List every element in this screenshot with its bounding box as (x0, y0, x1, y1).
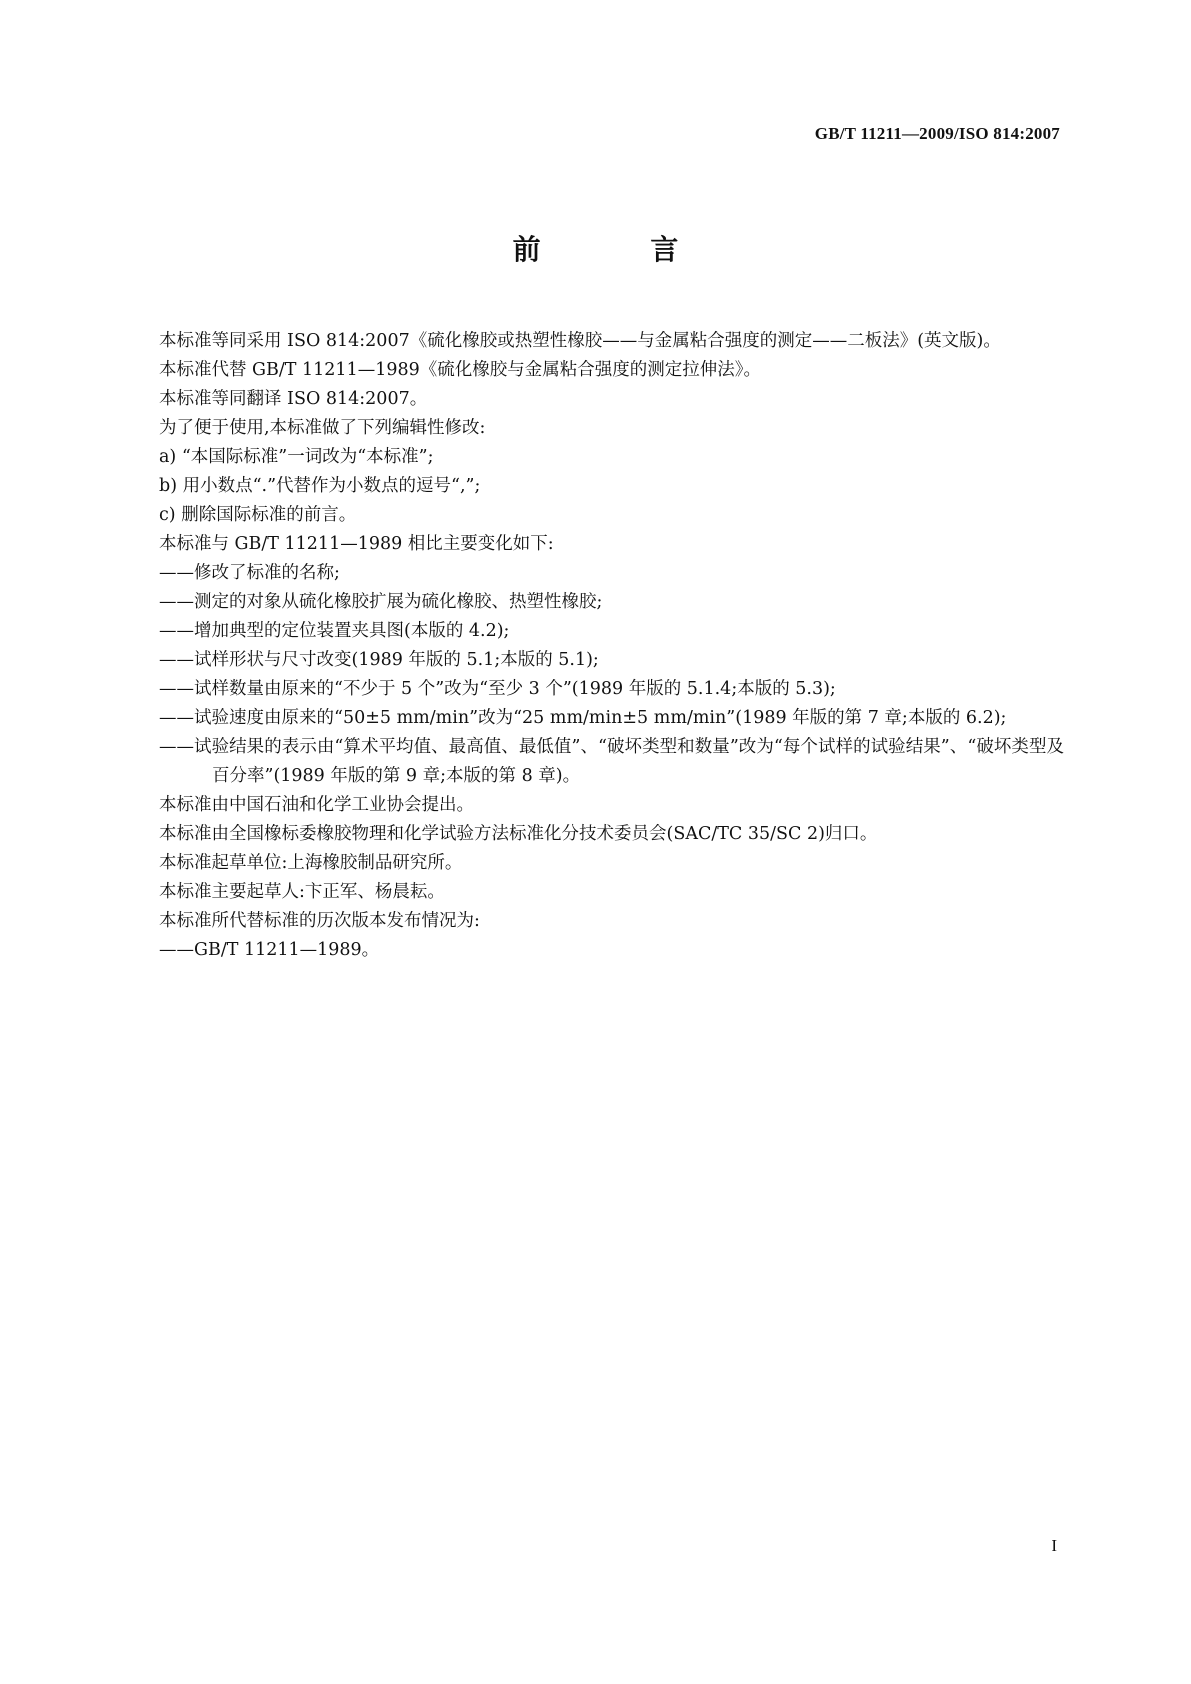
history-item: ——GB/T 11211—1989。 (159, 940, 380, 960)
page-number: I (1051, 1536, 1057, 1555)
paragraph-edits-intro: 为了便于使用,本标准做了下列编辑性修改: (159, 418, 486, 438)
page-title: 前 言 (512, 233, 729, 266)
change-item: ——测定的对象从硫化橡胶扩展为硫化橡胶、热塑性橡胶; (159, 592, 603, 612)
paragraph-proposer: 本标准由中国石油和化学工业协会提出。 (159, 795, 474, 815)
paragraph-changes-intro: 本标准与 GB/T 11211—1989 相比主要变化如下: (159, 534, 554, 554)
paragraph-drafting-unit: 本标准起草单位:上海橡胶制品研究所。 (159, 853, 463, 873)
foreword-body (124, 327, 1064, 965)
change-item: ——试样形状与尺寸改变(1989 年版的 5.1;本版的 5.1); (159, 650, 599, 670)
paragraph-adoption: 本标准等同采用 ISO 814:2007《硫化橡胶或热塑性橡胶——与金属粘合强度的测定——二板法》(英文版)。 (159, 331, 1001, 351)
paragraph-committee: 本标准由全国橡标委橡胶物理和化学试验方法标准化分技术委员会(SAC/TC 35/SC 2)归口。 (159, 824, 878, 844)
paragraph-replaces: 本标准代替 GB/T 11211—1989《硫化橡胶与金属粘合强度的测定拉伸法》。 (159, 360, 761, 380)
edit-item-b: b) 用小数点“.”代替作为小数点的逗号“,”; (159, 476, 481, 496)
edit-item-a: a) “本国际标准”一词改为“本标准”; (159, 447, 434, 467)
change-item: ——试样数量由原来的“不少于 5 个”改为“至少 3 个”(1989 年版的 5.1.4;本版的 5.3); (159, 679, 836, 699)
change-item: ——增加典型的定位装置夹具图(本版的 4.2); (159, 621, 510, 641)
edit-item-c: c) 删除国际标准的前言。 (159, 505, 357, 525)
standard-code-header: GB/T 11211—2009/ISO 814:2007 (814, 124, 1060, 143)
change-item: ——修改了标准的名称; (159, 563, 340, 583)
change-item: ——试验结果的表示由“算术平均值、最高值、最低值”、“破坏类型和数量”改为“每个试样的试验结果”、“破坏类型及百分率”(1989 年版的第 9 章;本版的第 8 章)。 (159, 737, 1064, 786)
paragraph-translation: 本标准等同翻译 ISO 814:2007。 (159, 389, 428, 409)
paragraph-history-intro: 本标准所代替标准的历次版本发布情况为: (159, 911, 480, 931)
paragraph-drafters: 本标准主要起草人:卞正军、杨晨耘。 (159, 882, 445, 902)
change-item: ——试验速度由原来的“50±5 mm/min”改为“25 mm/min±5 mm/min”(1989 年版的第 7 章;本版的 6.2); (159, 708, 1007, 728)
